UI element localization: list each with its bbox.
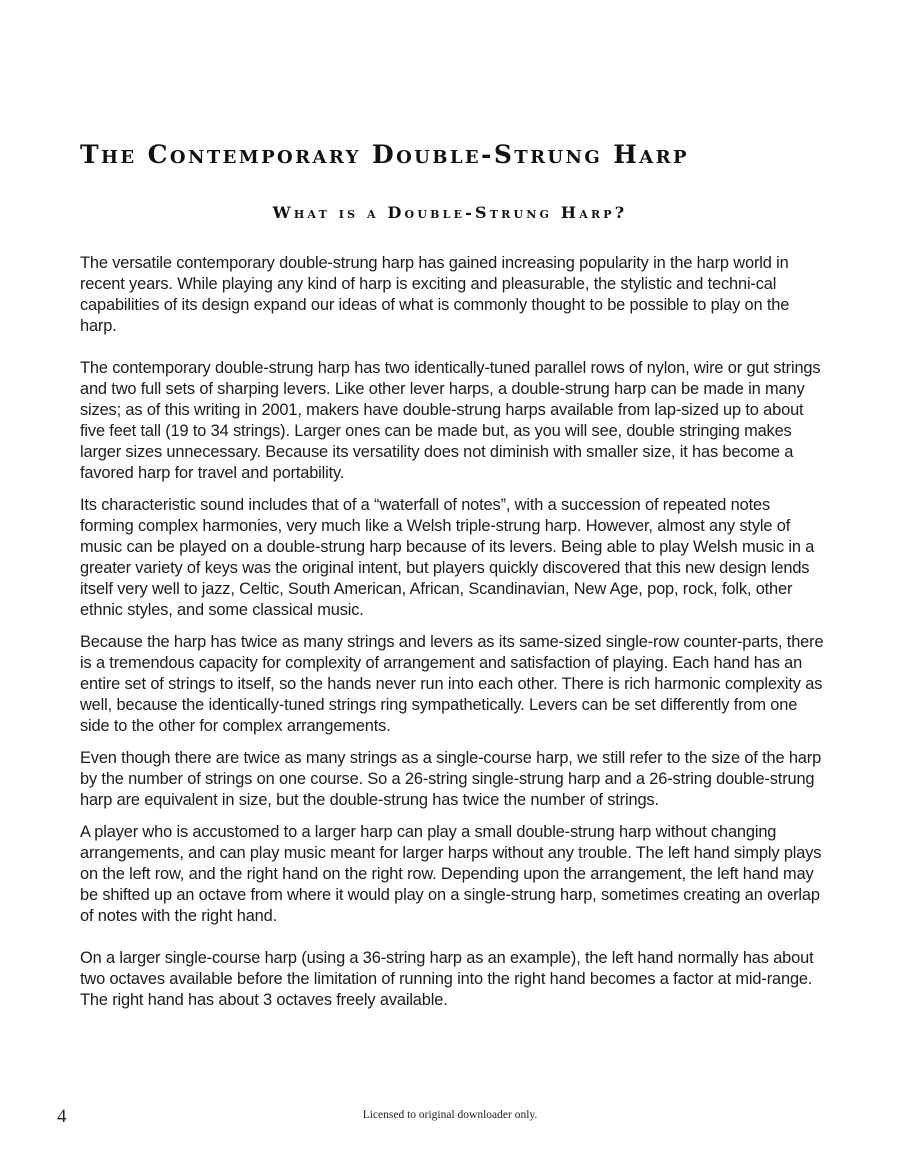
body-text — [80, 253, 825, 1022]
paragraph: On a larger single-course harp (using a 36-string harp as an example), the left hand normally has about two octaves available before the limitation of running into the right hand becomes a factor at mid-range. The right hand has about 3 octaves freely available. — [80, 949, 814, 1009]
paragraph: Because the harp has twice as many strings and levers as its same-sized single-row counter-parts, there is a tremendous capacity for complexity of arrangement and satisfaction of playing. Each hand has an entire set of strings to itself, so the hands never run into each other. There is rich harmonic complexity as well, because the identically-tuned strings ring sympathetically. Levers can be set differently from one side to the other for complex arrangements. — [80, 633, 824, 735]
paragraph: A player who is accustomed to a larger harp can play a small double-strung harp without changing arrangements, and can play music meant for larger harps without any trouble. The left hand simply plays on the left row, and the right hand on the right row. Depending upon the arrangement, the left hand may be shifted up an octave from where it would play on a single-strung harp, sometimes creating an overlap of notes with the right hand. — [80, 823, 822, 925]
page-title: The Contemporary Double-Strung Harp — [80, 140, 689, 169]
paragraph: The versatile contemporary double-strung harp has gained increasing popularity in the harp world in recent years. While playing any kind of harp is exciting and pleasurable, the stylistic and techni-cal capabilities of its design expand our ideas of what is commonly thought to be possible to play on the harp. — [80, 254, 790, 335]
section-heading: What is a Double-Strung Harp? — [272, 203, 628, 222]
page-number: 4 — [57, 1106, 67, 1127]
paragraph: The contemporary double-strung harp has two identically-tuned parallel rows of nylon, wire or gut strings and two full sets of sharping levers. Like other lever harps, a double-strung harp can be made in many sizes; as of this writing in 2001, makers have double-strung harps available from lap-sized up to about five feet tall (19 to 34 strings). Larger ones can be made but, as you will see, double stringing makes larger sizes unnecessary. Because its versatility does not diminish with smaller size, it has become a favored harp for travel and portability. — [80, 359, 821, 482]
paragraph: Even though there are twice as many strings as a single-course harp, we still refer to the size of the harp by the number of strings on one course. So a 26-string single-strung harp and a 26-string double-strung harp are equivalent in size, but the double-strung has twice the number of strings. — [80, 749, 822, 809]
license-notice: Licensed to original downloader only. — [362, 1109, 538, 1121]
paragraph: Its characteristic sound includes that of a “waterfall of notes”, with a succession of repeated notes forming complex harmonies, very much like a Welsh triple-strung harp. However, almost any style of music can be played on a double-strung harp because of its levers. Being able to play Welsh music in a greater variety of keys was the original intent, but players quickly discovered that this new design lends itself very well to jazz, Celtic, South American, African, Scandinavian, New Age, pop, rock, folk, other ethnic styles, and some classical music. — [80, 496, 815, 619]
